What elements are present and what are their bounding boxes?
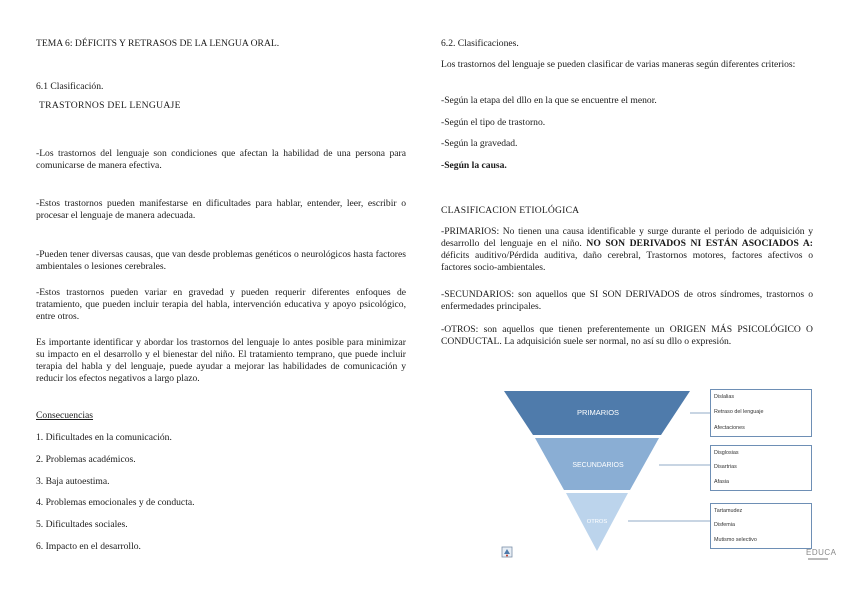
otros-paragraph: -OTROS: son aquellos que tienen preferentemente un ORIGEN MÁS PSICOLÓGICO O CONDUCTAL. La adquisición suele ser normal, no así su dllo o expresión. [441, 324, 813, 347]
paragraph-3: -Pueden tener diversas causas, que van desde problemas genéticos o neurológicos hasta factores ambientales o lesiones cerebrales. [36, 249, 406, 272]
consequence-item: 4. Problemas emocionales y de conducta. [36, 497, 195, 508]
otros-item: Disfemia [714, 522, 735, 528]
logo-underline [808, 558, 828, 560]
paragraph-4: -Estos trastornos pueden variar en gravedad y pueden requerir diferentes enfoques de tratamiento, que pueden incluir terapia del habla, intervención educativa y apoyo psicológico, entre otros. [36, 287, 406, 322]
watermark-logo: EDUCA [806, 548, 837, 557]
consequence-item: 2. Problemas académicos. [36, 454, 136, 465]
secundarios-items-box [710, 445, 812, 491]
page-title: TEMA 6: DÉFICITS Y RETRASOS DE LA LENGUA ORAL. [36, 38, 280, 49]
etiology-pyramid-diagram [498, 383, 818, 558]
secundarios-item: Disartrias [714, 464, 737, 470]
tier-otros-label: OTROS [586, 519, 608, 525]
section-heading: 6.2. Clasificaciones. [441, 38, 519, 49]
consequence-item: 3. Baja autoestima. [36, 476, 110, 487]
criteria-item: -Según el tipo de trastorno. [441, 117, 546, 128]
secundarios-item: Disglosias [714, 450, 739, 456]
otros-item: Mutismo selectivo [714, 537, 757, 543]
tier-primarios-label: PRIMARIOS [576, 408, 620, 417]
primarios-items-box [710, 389, 812, 437]
criteria-item: -Según la gravedad. [441, 138, 518, 149]
criteria-item: -Según la etapa del dllo en la que se encuentre el menor. [441, 95, 657, 106]
primarios-item: Dislalias [714, 394, 735, 400]
paragraph-1: -Los trastornos del lenguaje son condiciones que afectan la habilidad de una persona para comunicarse de manera efectiva. [36, 148, 406, 171]
consequence-item: 1. Dificultades en la comunicación. [36, 432, 172, 443]
intro-paragraph: Los trastornos del lenguaje se pueden clasificar de varias maneras según diferentes criterios: [441, 59, 796, 70]
paragraph-2: -Estos trastornos pueden manifestarse en dificultades para hablar, entender, leer, escribir o procesar el lenguaje de manera adecuada. [36, 198, 406, 221]
etiology-heading: CLASIFICACION ETIOLÓGICA [441, 205, 580, 216]
primarios-item: Afectaciones [714, 425, 745, 431]
primarios-text: -PRIMARIOS: No tienen una causa identificable y surge durante el periodo de adquisición y desarrollo del lenguaje en el niño. [441, 226, 813, 249]
section-heading: 6.1 Clasificación. [36, 81, 104, 92]
stamp-icon [500, 545, 514, 559]
primarios-item: Retraso del lenguaje [714, 409, 764, 415]
criteria-item-bold: -Según la causa. [441, 160, 507, 171]
otros-item: Tartamudez [714, 508, 743, 514]
otros-items-box [710, 503, 812, 549]
consequence-item: 5. Dificultades sociales. [36, 519, 128, 530]
primarios-bold: NO SON DERIVADOS NI ESTÁN ASOCIADOS A: [586, 238, 813, 249]
paragraph-5: Es importante identificar y abordar los trastornos del lenguaje lo antes posible para minimizar su impacto en el desarrollo y el bienestar del niño. El tratamiento temprano, que puede incluir terapia del habla y del lenguaje, puede ayudar a mejorar las habilidades de comunicación y reducir los efectos negativos a largo plazo. [36, 337, 406, 384]
subsection-heading: TRASTORNOS DEL LENGUAJE [39, 100, 181, 111]
secundarios-item: Afasia [714, 479, 729, 485]
tier-secundarios-label: SECUNDARIOS [572, 462, 624, 469]
consequence-item: 6. Impacto en el desarrollo. [36, 541, 141, 552]
primarios-paragraph [441, 226, 813, 274]
secundarios-paragraph: -SECUNDARIOS: son aquellos que SI SON DERIVADOS de otros síndromes, trastornos o enfermedades principales. [441, 289, 813, 312]
consequences-heading: Consecuencias [36, 410, 94, 421]
primarios-text-b: déficits auditivo/Pérdida auditiva, daño cerebral, Trastornos motores, factores afectivos o factores socio-ambientales. [441, 250, 813, 273]
